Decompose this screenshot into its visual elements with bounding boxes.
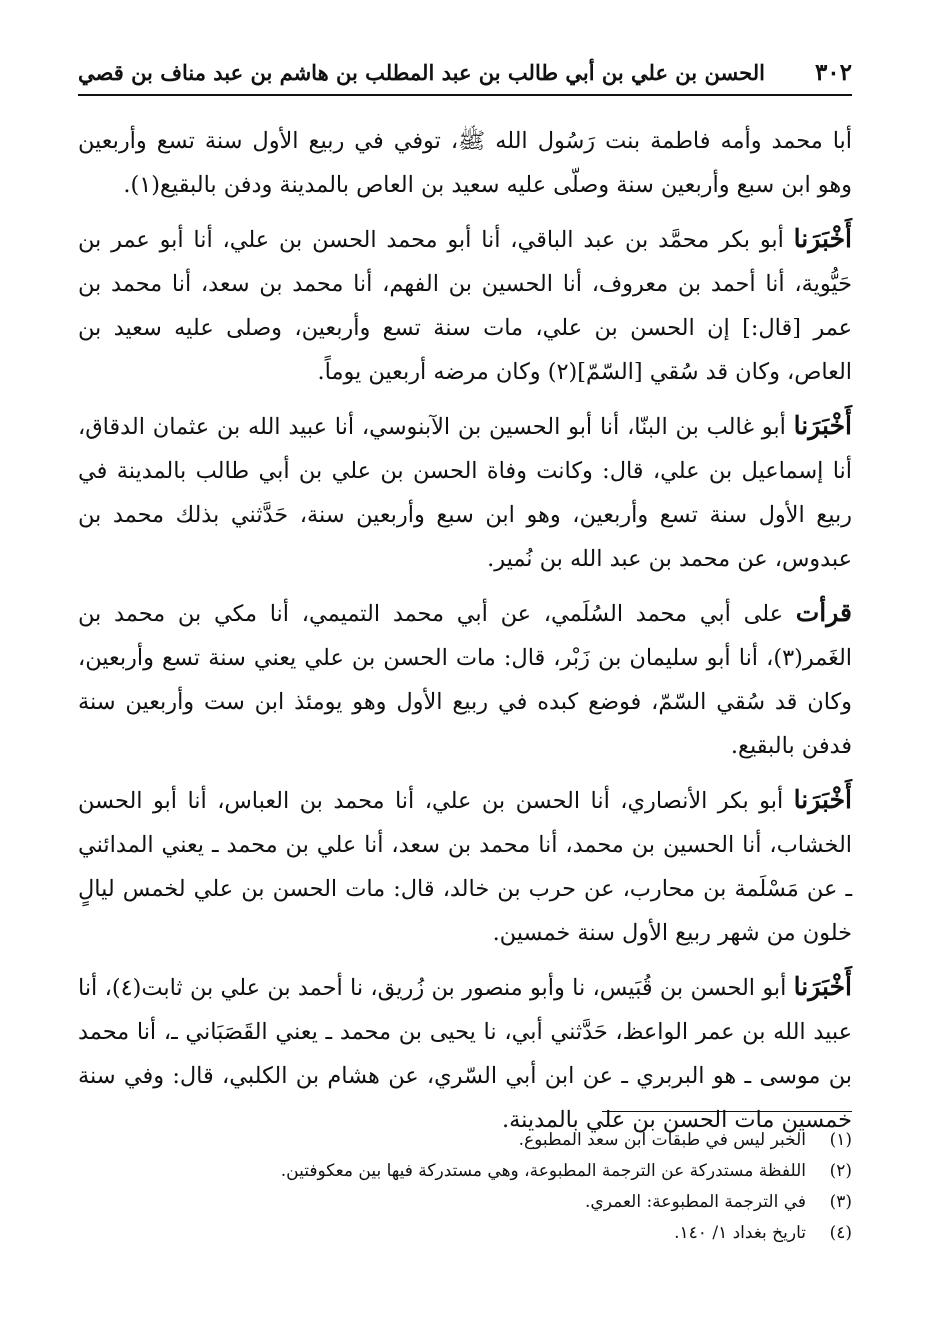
paragraph-text: أبو الحسن بن قُبَيس، نا وأبو منصور بن زُريق، نا أحمد بن علي بن ثابت(٤)، أنا عبيد الله بن عمر الواعظ، حَدَّثني أبي، نا يحيى بن محمد ـ يعني القَصَبَاني ـ، أنا محمد بن موسى ـ هو البربري ـ عن ابن أبي السّري، عن هشام بن الكلبي، قال: وفي سنة خمسين مات الحسن بن علي بالمدينة. <box>78 975 852 1133</box>
footnote-text: اللفظة مستدركة عن الترجمة المطبوعة، وهي مستدركة فيها بين معكوفتين. <box>280 1161 806 1181</box>
footnote-text: الخبر ليس في طبقات ابن سعد المطبوع. <box>518 1130 806 1150</box>
footnote-text: في الترجمة المطبوعة: العمري. <box>585 1192 806 1212</box>
paragraph <box>78 217 852 394</box>
main-text <box>78 118 852 1152</box>
paragraph-lead: أَخْبَرَنا <box>793 411 852 440</box>
footnote <box>78 1156 852 1187</box>
paragraph-text: أبا محمد وأمه فاطمة بنت رَسُول الله ﷺ، توفي في ربيع الأول سنة تسع وأربعين وهو ابن سبع وأربعين سنة وصلّى عليه سعيد بن العاص بالمدينة ودفن بالبقيع(١). <box>78 128 852 198</box>
footnote <box>78 1125 852 1156</box>
paragraph <box>78 118 852 207</box>
paragraph-lead: أَخْبَرَنا <box>793 785 852 814</box>
paragraph <box>78 404 852 581</box>
page-number: ٣٠٢ <box>814 58 852 86</box>
paragraph-lead: أَخْبَرَنا <box>793 224 852 253</box>
footnote-text: تاريخ بغداد ١/ ١٤٠. <box>674 1223 806 1243</box>
running-title: الحسن بن علي بن أبي طالب بن عبد المطلب بن هاشم بن عبد مناف بن قصي <box>78 59 765 85</box>
paragraph-lead: قرأت <box>795 598 852 627</box>
paragraph <box>78 778 852 955</box>
paragraph <box>78 591 852 768</box>
footnote-number: (٤) <box>829 1223 852 1243</box>
paragraph <box>78 965 852 1142</box>
footnote <box>78 1218 852 1249</box>
paragraph-text: أبو بكر الأنصاري، أنا الحسن بن علي، أنا محمد بن العباس، أنا أبو الحسن الخشاب، أنا الحسين بن محمد، أنا محمد بن سعد، أنا علي بن محمد ـ يعني المدائني ـ عن مَسْلَمة بن محارب، عن حرب بن خالد، قال: مات الحسن بن علي لخمس ليالٍ خلون من شهر ربيع الأول سنة خمسين. <box>78 788 852 946</box>
footnote-number: (١) <box>829 1130 852 1150</box>
footnotes <box>78 1125 852 1249</box>
footnote <box>78 1187 852 1218</box>
footnote-number: (٢) <box>829 1161 852 1181</box>
footnote-divider <box>602 1111 852 1112</box>
paragraph-lead: أَخْبَرَنا <box>793 972 852 1001</box>
footnote-number: (٣) <box>829 1192 852 1212</box>
paragraph-text: على أبي محمد السُلَمي، عن أبي محمد التميمي، أنا مكي بن محمد بن الغَمر(٣)، أنا أبو سليمان بن زَبْر، قال: مات الحسن بن علي يعني سنة تسع وأربعين، وكان قد سُقي السّمّ، فوضع كبده في ربيع الأول وهو يومئذ ابن ست وأربعين سنة فدفن بالبقيع. <box>78 601 852 759</box>
running-head <box>78 52 852 96</box>
paragraph-text: أبو غالب بن البنّا، أنا أبو الحسين بن الآبنوسي، أنا عبيد الله بن عثمان الدقاق، أنا إسماعيل بن علي، قال: وكانت وفاة الحسن بن علي بن أبي طالب بالمدينة في ربيع الأول سنة تسع وأربعين، وهو ابن سبع وأربعين سنة، حَدَّثني بذلك محمد بن عبدوس، عن محمد بن عبد الله بن نُمير. <box>78 414 852 572</box>
paragraph-text: أبو بكر محمَّد بن عبد الباقي، أنا أبو محمد الحسن بن علي، أنا أبو عمر بن حَيُّوية، أنا أحمد بن معروف، أنا الحسين بن الفهم، أنا محمد بن سعد، أنا محمد بن عمر [قال:] إن الحسن بن علي، مات سنة تسع وأربعين، وصلى عليه سعيد بن العاص، وكان قد سُقي [السّمّ](٢) وكان مرضه أربعين يوماً. <box>78 227 852 385</box>
